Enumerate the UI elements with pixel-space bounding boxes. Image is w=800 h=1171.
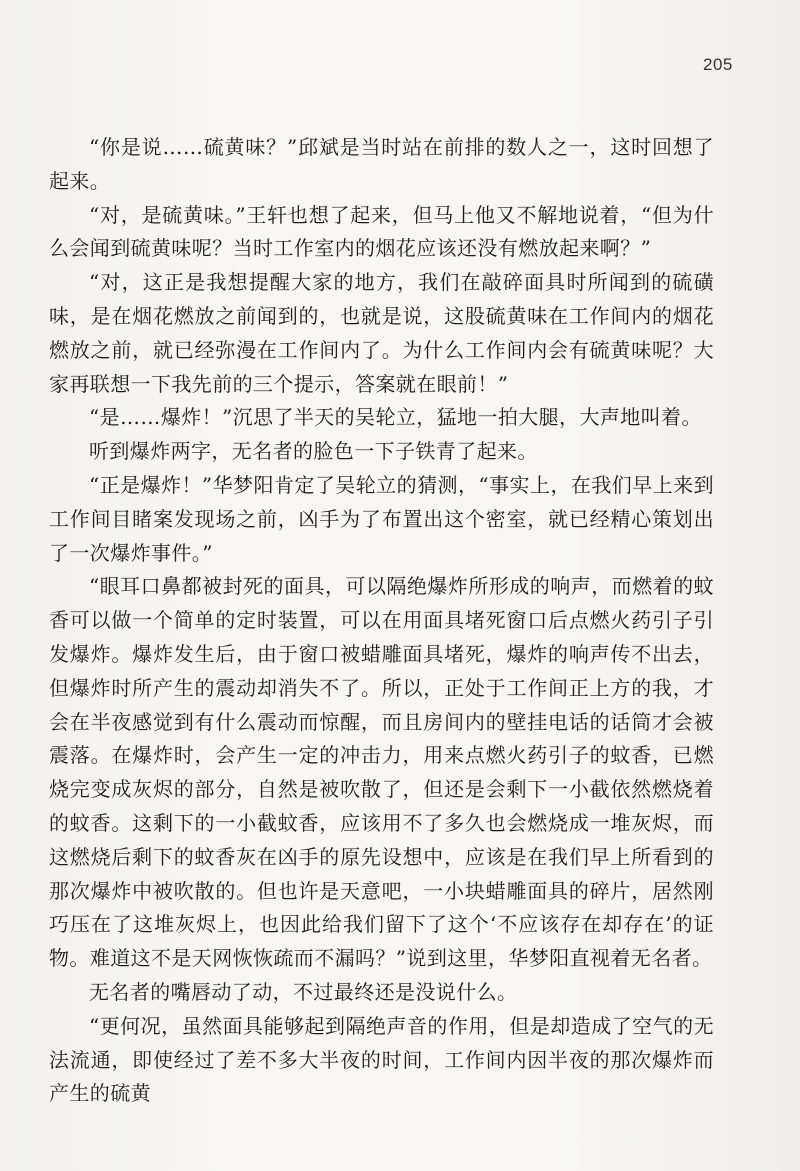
page-number: 205 (703, 55, 733, 74)
paragraph: 听到爆炸两字，无名者的脸色一下子铁青了起来。 (89, 439, 538, 464)
paragraph: 无名者的嘴唇动了动，不过最终还是没说什么。 (89, 979, 518, 1004)
paragraph: “对，是硫黄味。”王轩也想了起来，但马上他又不解地说着，“但为什么会闻到硫黄味呢？当时工作室内的烟花应该还没有燃放起来啊？” (49, 202, 714, 261)
paragraph: “是……爆炸！”沉思了半天的吴轮立，猛地一拍大腿，大声地叫着。 (89, 405, 702, 430)
body-text (49, 131, 714, 1111)
paragraph: “眼耳口鼻都被封死的面具，可以隔绝爆炸所形成的响声，而燃着的蚊香可以做一个简单的定时装置，可以在用面具堵死窗口后点燃火药引子引发爆炸。爆炸发生后，由于窗口被蜡雕面具堵死，爆炸的响声传不出去，但爆炸时所产生的震动却消失不了。所以，正处于工作间正上方的我，才会在半夜感觉到有什么震动而惊醒，而且房间内的壁挂电话的话筒才会被震落。在爆炸时，会产生一定的冲击力，用来点燃火药引子的蚊香，已燃烧完变成灰烬的部分，自然是被吹散了，但还是会剩下一小截依然燃烧着的蚊香。这剩下的一小截蚊香，应该用不了多久也会燃烧成一堆灰烬，而这燃烧后剩下的蚊香灰在凶手的原先设想中，应该是在我们早上所看到的那次爆炸中被吹散的。但也许是天意吧，一小块蜡雕面具的碎片，居然刚巧压在了这堆灰烬上，也因此给我们留下了这个‘不应该存在却存在’的证物。难道这不是天网恢恢疏而不漏吗？”说到这里，华梦阳直视着无名者。 (49, 574, 714, 971)
paragraph: “你是说……硫黄味？”邱斌是当时站在前排的数人之一，这时回想了起来。 (49, 135, 714, 193)
paragraph: “对，这正是我想提醒大家的地方，我们在敲碎面具时所闻到的硫磺味，是在烟花燃放之前闻到的，也就是说，这股硫黄味在工作间内的烟花燃放之前，就已经弥漫在工作间内了。为什么工作间内会有硫黄味呢？大家再联想一下我先前的三个提示，答案就在眼前！” (49, 270, 714, 396)
paragraph: “正是爆炸！”华梦阳肯定了吴轮立的猜测，“事实上，在我们早上来到工作间目睹案发现场之前，凶手为了布置出这个密室，就已经精心策划出了一次爆炸事件。” (49, 472, 714, 565)
paragraph: “更何况，虽然面具能够起到隔绝声音的作用，但是却造成了空气的无法流通，即使经过了差不多大半夜的时间，工作间内因半夜的那次爆炸而产生的硫黄 (49, 1013, 714, 1106)
